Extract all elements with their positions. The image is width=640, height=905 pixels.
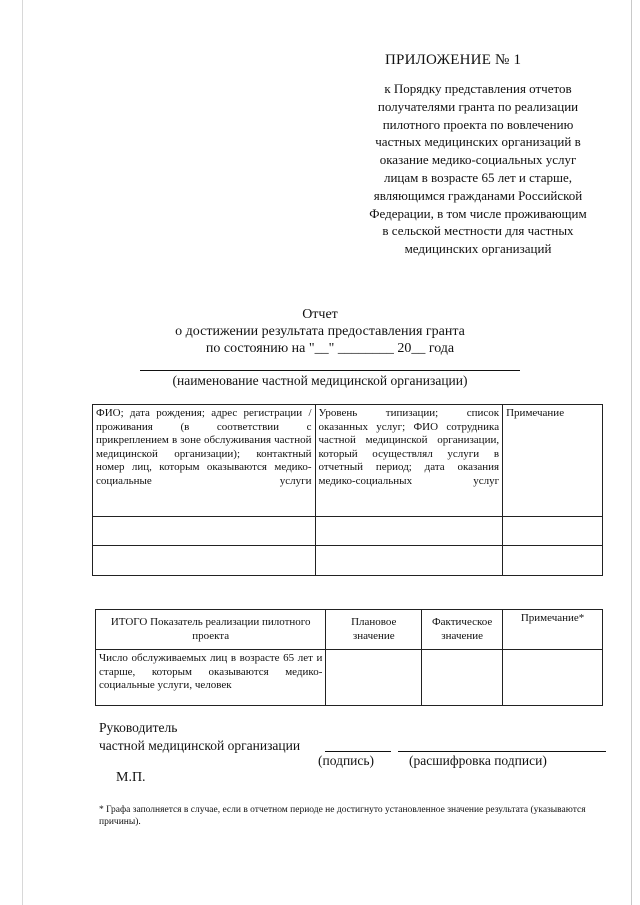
table-cell[interactable]: [315, 546, 503, 576]
appendix-title: ПРИЛОЖЕНИЕ № 1: [385, 52, 522, 68]
table-cell[interactable]: [93, 517, 316, 546]
appendix-line: оказание медико-социальных услуг: [379, 152, 577, 168]
appendix-line: частных медицинских организаций в: [375, 134, 581, 150]
table-cell[interactable]: [422, 650, 503, 706]
table-row: [96, 650, 603, 706]
table-header-row: [96, 610, 603, 650]
appendix-line: в сельской местности для частных: [382, 223, 574, 239]
footnote: * Графа заполняется в случае, если в отчетном периоде не достигнуто установленное значение результата (указываются причины).: [99, 805, 586, 827]
table-header-cell: ИТОГО Показатель реализации пилотного проекта: [96, 610, 326, 650]
page-edge-left: [22, 0, 23, 905]
appendix-line: Федерации, в том числе проживающим: [369, 205, 587, 221]
table-header-cell: ФИО; дата рождения; адрес регистрации / проживания (в соответствии с прикреплением в зоне обслуживания частной медицинской организации); контактный номер лиц, которым оказываются медико- социальные услуги: [93, 405, 316, 517]
appendix-line: получателями гранта по реализации: [377, 98, 579, 114]
table-header-cell: Примечание: [503, 405, 603, 517]
page-edge-right: [631, 0, 632, 905]
appendix-line: лицам в возрасте 65 лет и старше,: [383, 169, 573, 185]
table-header-cell: Плановое значение: [326, 610, 422, 650]
signature-caption: (подпись): [318, 753, 375, 768]
signature-decode-line[interactable]: [398, 751, 606, 752]
report-title: Отчет: [302, 307, 338, 322]
table-header-cell: Фактическое значение: [422, 610, 503, 650]
head-label: Руководитель: [99, 720, 178, 735]
report-date-line: по состоянию на "__" ________ 20__ года: [205, 341, 455, 356]
org-name-line: [140, 370, 520, 371]
table-cell[interactable]: [326, 650, 422, 706]
table-cell[interactable]: [93, 546, 316, 576]
org-name-caption: (наименование частной медицинской организации): [172, 373, 468, 388]
stamp-label: М.П.: [116, 770, 146, 785]
recipients-table: [92, 404, 603, 576]
table-cell[interactable]: [503, 546, 603, 576]
appendix-line: к Порядку представления отчетов: [384, 81, 572, 96]
table-cell[interactable]: [315, 517, 503, 546]
appendix-description: [342, 80, 614, 258]
appendix-line: пилотного проекта по вовлечению: [382, 116, 574, 132]
table-cell[interactable]: [503, 517, 603, 546]
table-cell[interactable]: [503, 650, 603, 706]
org-label: частной медицинской организации: [99, 738, 301, 753]
appendix-line: являющимся гражданами Российской: [373, 187, 583, 203]
totals-table: [95, 609, 603, 706]
table-header-row: [93, 405, 603, 517]
signature-line[interactable]: [325, 751, 391, 752]
report-subtitle: о достижении результата предоставления гранта: [175, 324, 465, 339]
signature-decode-caption: (расшифровка подписи): [409, 753, 547, 768]
table-row: [93, 517, 603, 546]
table-row: [93, 546, 603, 576]
table-header-cell: Уровень типизации; список оказанных услуг; ФИО сотрудника частной медицинской организации, который осуществлял услуги в отчетный период; дата оказания медико-социальных услуг: [315, 405, 503, 517]
table-header-cell: Примечание*: [503, 610, 603, 650]
table-cell-label: Число обслуживаемых лиц в возрасте 65 лет и старше, которым оказываются медико-социальные услуги, человек: [96, 650, 326, 706]
appendix-line: медицинских организаций: [404, 241, 552, 257]
